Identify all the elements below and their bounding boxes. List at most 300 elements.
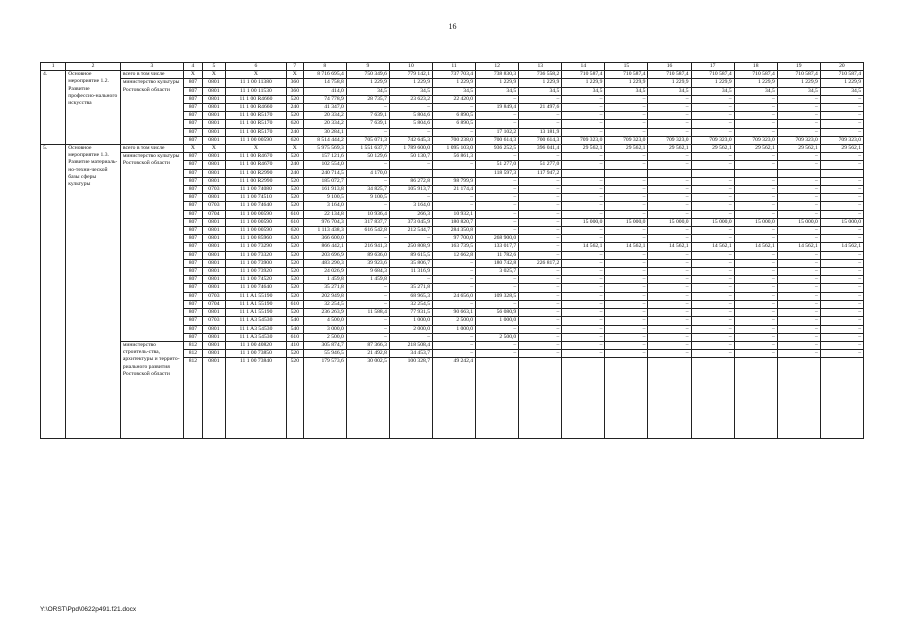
table-cell: – bbox=[691, 112, 734, 120]
table-cell: – bbox=[648, 202, 691, 210]
table-cell: 35 806,7 bbox=[389, 259, 432, 267]
table-row bbox=[41, 79, 864, 87]
table-cell: 266,3 bbox=[389, 210, 432, 218]
table-cell: Х bbox=[202, 145, 225, 153]
table-cell: – bbox=[562, 186, 605, 194]
table-cell: – bbox=[820, 95, 863, 103]
table-cell: 11 1 A3 54530 bbox=[225, 317, 286, 325]
table-cell: 23 623,2 bbox=[389, 95, 432, 103]
table-row bbox=[41, 153, 864, 161]
table-cell bbox=[605, 169, 648, 177]
table-cell: 34,5 bbox=[389, 87, 432, 95]
table-cell: 0801 bbox=[202, 276, 225, 284]
table-cell: 89 615,5 bbox=[389, 251, 432, 259]
table-cell: – bbox=[346, 333, 389, 341]
table-cell: 56 861,3 bbox=[433, 153, 476, 161]
table-cell: – bbox=[691, 186, 734, 194]
table-cell: 1 229,9 bbox=[433, 79, 476, 87]
table-cell: – bbox=[605, 284, 648, 292]
column-number: 8 bbox=[303, 63, 346, 71]
table-cell: 807 bbox=[183, 194, 202, 202]
table-cell: – bbox=[519, 218, 562, 226]
table-cell: Х bbox=[183, 71, 202, 79]
table-cell: 0801 bbox=[202, 112, 225, 120]
table-cell: 0801 bbox=[202, 87, 225, 95]
table-cell: 807 bbox=[183, 186, 202, 194]
table-cell: Х bbox=[286, 145, 303, 153]
table-cell: 11 1 00 00590 bbox=[225, 218, 286, 226]
table-cell: Х bbox=[286, 71, 303, 79]
event-name: Основное мероприятие 1.2. Развитие профессио-нального искусства bbox=[66, 71, 121, 145]
table-cell: – bbox=[734, 317, 777, 325]
table-cell: 709 323,0 bbox=[777, 136, 820, 144]
table-cell: 11 588,4 bbox=[346, 309, 389, 317]
table-cell bbox=[691, 358, 734, 439]
table-cell: – bbox=[777, 300, 820, 308]
table-cell: – bbox=[648, 268, 691, 276]
table-cell: 616 542,8 bbox=[346, 227, 389, 235]
table-cell: – bbox=[777, 112, 820, 120]
table-cell: 0801 bbox=[202, 243, 225, 251]
table-cell: 14 562,1 bbox=[691, 243, 734, 251]
table-cell: – bbox=[691, 309, 734, 317]
table-cell: 807 bbox=[183, 235, 202, 243]
table-cell: – bbox=[691, 194, 734, 202]
table-cell: 779 142,1 bbox=[389, 71, 432, 79]
table-cell: 77 931,5 bbox=[389, 309, 432, 317]
table-cell: – bbox=[433, 194, 476, 202]
table-cell: 520 bbox=[286, 194, 303, 202]
executor-name: министерство строитель-ства, архитектуры и террито-риального развития Ростовской области bbox=[120, 341, 183, 438]
table-cell: 0801 bbox=[202, 309, 225, 317]
table-cell: Х bbox=[225, 71, 286, 79]
table-cell: – bbox=[734, 177, 777, 185]
table-cell: 1 113 438,3 bbox=[303, 227, 346, 235]
column-number: 1 bbox=[41, 63, 66, 71]
table-cell: 736 558,2 bbox=[519, 71, 562, 79]
table-cell: – bbox=[820, 341, 863, 349]
table-cell: – bbox=[605, 333, 648, 341]
table-cell: 97 700,0 bbox=[433, 235, 476, 243]
table-cell: – bbox=[433, 284, 476, 292]
table-cell: – bbox=[648, 95, 691, 103]
table-cell: – bbox=[691, 284, 734, 292]
table-cell: 807 bbox=[183, 243, 202, 251]
table-cell: – bbox=[476, 202, 519, 210]
table-cell: 520 bbox=[286, 268, 303, 276]
table-cell: – bbox=[777, 309, 820, 317]
table-cell: – bbox=[562, 284, 605, 292]
table-cell: – bbox=[820, 128, 863, 136]
table-cell: – bbox=[346, 128, 389, 136]
table-cell: 34,5 bbox=[433, 87, 476, 95]
table-cell: 11 1 00 R4670 bbox=[225, 153, 286, 161]
table-cell: – bbox=[605, 259, 648, 267]
table-cell: – bbox=[562, 112, 605, 120]
table-row bbox=[41, 71, 864, 79]
table-cell: 30 284,1 bbox=[303, 128, 346, 136]
table-cell: – bbox=[476, 186, 519, 194]
table-cell: – bbox=[648, 177, 691, 185]
table-cell: 15 000,0 bbox=[562, 218, 605, 226]
table-cell: 710 587,4 bbox=[820, 71, 863, 79]
table-cell: 161 913,8 bbox=[303, 186, 346, 194]
column-number: 2 bbox=[66, 63, 121, 71]
table-cell: 11 1 A1 55190 bbox=[225, 292, 286, 300]
table-cell: 520 bbox=[286, 186, 303, 194]
table-cell: 203 696,9 bbox=[303, 251, 346, 259]
table-cell: – bbox=[389, 128, 432, 136]
table-cell: – bbox=[820, 325, 863, 333]
table-cell: 0801 bbox=[202, 268, 225, 276]
table-cell: 11 316,9 bbox=[389, 268, 432, 276]
table-cell: 807 bbox=[183, 169, 202, 177]
table-cell: – bbox=[562, 251, 605, 259]
table-cell: 11 1 00 73920 bbox=[225, 268, 286, 276]
table-cell: 0801 bbox=[202, 169, 225, 177]
table-cell: 520 bbox=[286, 112, 303, 120]
table-cell: – bbox=[820, 120, 863, 128]
table-cell: – bbox=[734, 292, 777, 300]
table-cell: – bbox=[820, 309, 863, 317]
table-cell: 9 100,5 bbox=[346, 194, 389, 202]
table-cell: 11 1 00 11530 bbox=[225, 87, 286, 95]
table-cell: – bbox=[519, 120, 562, 128]
table-cell: – bbox=[519, 341, 562, 349]
table-cell: – bbox=[734, 268, 777, 276]
table-cell: – bbox=[734, 284, 777, 292]
table-cell: – bbox=[519, 95, 562, 103]
table-cell: 710 587,4 bbox=[777, 71, 820, 79]
table-cell: 34,5 bbox=[820, 87, 863, 95]
table-cell: 0801 bbox=[202, 358, 225, 439]
table-cell: 109 328,5 bbox=[476, 292, 519, 300]
table-cell: – bbox=[433, 202, 476, 210]
table-cell: 35 271,8 bbox=[389, 284, 432, 292]
table-cell bbox=[777, 169, 820, 177]
table-cell: – bbox=[346, 284, 389, 292]
table-cell: – bbox=[562, 325, 605, 333]
table-cell: – bbox=[734, 259, 777, 267]
table-cell: – bbox=[346, 202, 389, 210]
table-cell: – bbox=[389, 104, 432, 112]
table-cell: 14 562,1 bbox=[648, 243, 691, 251]
table-cell: 807 bbox=[183, 104, 202, 112]
table-cell: 34,5 bbox=[562, 87, 605, 95]
table-cell: 0801 bbox=[202, 153, 225, 161]
table-cell: – bbox=[519, 194, 562, 202]
table-cell: – bbox=[433, 350, 476, 358]
event-name: Основное мероприятие 1.3. Развитие материаль-но-техни-ческой базы сферы культуры bbox=[66, 145, 121, 439]
table-cell: 11 1 00 73320 bbox=[225, 251, 286, 259]
table-cell: – bbox=[346, 104, 389, 112]
table-cell: 0704 bbox=[202, 300, 225, 308]
table-cell: 29 562,1 bbox=[691, 145, 734, 153]
table-cell: 700 614,3 bbox=[476, 136, 519, 144]
table-cell: 807 bbox=[183, 95, 202, 103]
table-cell: – bbox=[820, 300, 863, 308]
table-cell: 22 420,0 bbox=[433, 95, 476, 103]
table-cell: 34,5 bbox=[519, 87, 562, 95]
table-cell: – bbox=[648, 276, 691, 284]
table-cell: 1 229,9 bbox=[476, 79, 519, 87]
table-cell: 11 1 00 R2990 bbox=[225, 169, 286, 177]
table-cell: 807 bbox=[183, 202, 202, 210]
table-cell: 807 bbox=[183, 79, 202, 87]
table-cell bbox=[734, 358, 777, 439]
table-cell: 20 334,2 bbox=[303, 112, 346, 120]
table-cell: – bbox=[562, 292, 605, 300]
column-number: 9 bbox=[346, 63, 389, 71]
table-cell: 742 645,3 bbox=[389, 136, 432, 144]
table-cell: 21 492,8 bbox=[346, 350, 389, 358]
table-cell: 812 bbox=[183, 358, 202, 439]
table-cell: 738 830,3 bbox=[476, 71, 519, 79]
table-cell: 750 349,6 bbox=[346, 71, 389, 79]
table-cell: 0703 bbox=[202, 317, 225, 325]
table-cell: 24 026,9 bbox=[303, 268, 346, 276]
table-cell: – bbox=[777, 202, 820, 210]
table-cell: – bbox=[476, 194, 519, 202]
table-cell: – bbox=[562, 128, 605, 136]
table-cell: – bbox=[346, 292, 389, 300]
table-cell: 807 bbox=[183, 128, 202, 136]
column-number: 6 bbox=[225, 63, 286, 71]
table-cell: 807 bbox=[183, 325, 202, 333]
table-cell: 2 500,0 bbox=[476, 333, 519, 341]
table-cell: 483 290,3 bbox=[303, 259, 346, 267]
table-cell: – bbox=[346, 317, 389, 325]
table-cell: – bbox=[519, 251, 562, 259]
table-cell: – bbox=[777, 104, 820, 112]
table-cell: – bbox=[734, 112, 777, 120]
table-cell: 86 272,8 bbox=[389, 177, 432, 185]
table-cell: 98 799,9 bbox=[433, 177, 476, 185]
table-cell: – bbox=[734, 333, 777, 341]
table-cell: 74 778,9 bbox=[303, 95, 346, 103]
table-cell: – bbox=[605, 120, 648, 128]
table-cell: – bbox=[433, 128, 476, 136]
table-cell: 11 1 00 40820 bbox=[225, 341, 286, 349]
table-cell: 709 323,0 bbox=[605, 136, 648, 144]
column-number: 15 bbox=[605, 63, 648, 71]
table-cell: 12 662,8 bbox=[433, 251, 476, 259]
table-cell: 5 975 569,3 bbox=[303, 145, 346, 153]
table-cell: 710 587,4 bbox=[691, 71, 734, 79]
table-cell: 540 bbox=[286, 325, 303, 333]
table-cell: 216 941,3 bbox=[346, 243, 389, 251]
table-cell: 1 229,9 bbox=[562, 79, 605, 87]
table-cell: 0801 bbox=[202, 136, 225, 144]
table-cell: – bbox=[562, 210, 605, 218]
table-cell: – bbox=[820, 194, 863, 202]
table-cell: – bbox=[562, 350, 605, 358]
table-cell: – bbox=[820, 276, 863, 284]
table-cell: 20 334,2 bbox=[303, 120, 346, 128]
table-cell: – bbox=[389, 194, 432, 202]
table-cell: 2 500,0 bbox=[433, 317, 476, 325]
table-cell: – bbox=[648, 341, 691, 349]
table-cell: 11 1 00 73900 bbox=[225, 259, 286, 267]
table-cell: 19 849,4 bbox=[476, 104, 519, 112]
table-cell: – bbox=[820, 112, 863, 120]
table-cell: 117 947,2 bbox=[519, 169, 562, 177]
table-cell: 520 bbox=[286, 202, 303, 210]
table-cell: 1 095 103,0 bbox=[433, 145, 476, 153]
table-cell: – bbox=[820, 227, 863, 235]
table-cell: – bbox=[476, 120, 519, 128]
table-cell: – bbox=[562, 235, 605, 243]
table-cell: 29 562,1 bbox=[777, 145, 820, 153]
table-cell: 866 442,1 bbox=[303, 243, 346, 251]
table-cell: – bbox=[777, 317, 820, 325]
table-cell: 710 587,4 bbox=[734, 71, 777, 79]
table-cell: – bbox=[691, 227, 734, 235]
table-cell: 89 636,0 bbox=[346, 251, 389, 259]
table-cell: 34,5 bbox=[734, 87, 777, 95]
table-cell: – bbox=[519, 210, 562, 218]
table-cell: – bbox=[734, 104, 777, 112]
table-cell: 34 825,7 bbox=[346, 186, 389, 194]
table-cell: – bbox=[777, 227, 820, 235]
table-cell: – bbox=[605, 300, 648, 308]
table-cell: 0703 bbox=[202, 186, 225, 194]
table-cell: 179 573,6 bbox=[303, 358, 346, 439]
table-cell bbox=[820, 358, 863, 439]
table-cell bbox=[691, 169, 734, 177]
table-cell: – bbox=[648, 325, 691, 333]
table-cell: 212 544,7 bbox=[389, 227, 432, 235]
table-cell: 41 347,0 bbox=[303, 104, 346, 112]
table-cell: – bbox=[562, 120, 605, 128]
table-row bbox=[41, 145, 864, 153]
table-cell: 620 bbox=[286, 120, 303, 128]
table-cell: – bbox=[734, 161, 777, 169]
table-cell: – bbox=[777, 333, 820, 341]
table-cell: – bbox=[433, 161, 476, 169]
table-cell: 1 551 637,7 bbox=[346, 145, 389, 153]
table-cell: – bbox=[820, 317, 863, 325]
total-label: всего в том числе bbox=[120, 145, 183, 153]
table-cell: 807 bbox=[183, 161, 202, 169]
table-cell: – bbox=[777, 161, 820, 169]
table-cell: 21 497,6 bbox=[519, 104, 562, 112]
table-cell: – bbox=[691, 333, 734, 341]
table-cell: 22 134,8 bbox=[303, 210, 346, 218]
table-cell: – bbox=[691, 153, 734, 161]
table-cell: – bbox=[605, 194, 648, 202]
table-cell: 520 bbox=[286, 95, 303, 103]
table-cell: 29 562,1 bbox=[562, 145, 605, 153]
column-numbers-row bbox=[41, 63, 864, 71]
table-cell: 102 554,0 bbox=[303, 161, 346, 169]
table-cell: 11 1 00 R4660 bbox=[225, 95, 286, 103]
table-cell: – bbox=[562, 276, 605, 284]
table-cell: – bbox=[476, 95, 519, 103]
table-cell: 710 587,4 bbox=[605, 71, 648, 79]
executor-name: министерство культуры Ростовской области bbox=[120, 153, 183, 342]
table-cell: – bbox=[648, 235, 691, 243]
table-cell: – bbox=[519, 350, 562, 358]
column-number: 13 bbox=[519, 63, 562, 71]
table-cell: – bbox=[691, 292, 734, 300]
table-cell: 11 1 00 11380 bbox=[225, 79, 286, 87]
table-cell: – bbox=[648, 350, 691, 358]
table-cell: 0801 bbox=[202, 218, 225, 226]
table-cell: 0801 bbox=[202, 259, 225, 267]
table-cell: – bbox=[562, 309, 605, 317]
table-cell: – bbox=[476, 210, 519, 218]
table-cell: 0801 bbox=[202, 194, 225, 202]
table-cell: – bbox=[648, 259, 691, 267]
table-cell: – bbox=[389, 276, 432, 284]
table-cell: – bbox=[476, 112, 519, 120]
table-cell: – bbox=[562, 227, 605, 235]
table-cell: 807 bbox=[183, 284, 202, 292]
table-cell: 180 742,8 bbox=[476, 259, 519, 267]
table-cell: – bbox=[519, 284, 562, 292]
table-cell: 15 000,0 bbox=[777, 218, 820, 226]
table-cell: – bbox=[820, 210, 863, 218]
table-cell: – bbox=[691, 251, 734, 259]
table-cell: – bbox=[820, 161, 863, 169]
table-cell: – bbox=[605, 161, 648, 169]
table-cell: – bbox=[605, 227, 648, 235]
table-cell: – bbox=[691, 104, 734, 112]
table-cell: 14 562,1 bbox=[820, 243, 863, 251]
table-cell: 7 639,1 bbox=[346, 120, 389, 128]
table-cell: 218 508,4 bbox=[389, 341, 432, 349]
table-cell: 812 bbox=[183, 350, 202, 358]
table-cell: 3 000,0 bbox=[303, 325, 346, 333]
table-cell: 6 890,5 bbox=[433, 112, 476, 120]
table-cell: 373 045,9 bbox=[389, 218, 432, 226]
table-cell: – bbox=[433, 268, 476, 276]
table-cell: – bbox=[562, 333, 605, 341]
column-number: 16 bbox=[648, 63, 691, 71]
table-cell: 15 000,0 bbox=[691, 218, 734, 226]
table-cell: – bbox=[519, 227, 562, 235]
table-cell: 620 bbox=[286, 227, 303, 235]
table-cell: – bbox=[562, 194, 605, 202]
column-number: 5 bbox=[202, 63, 225, 71]
table-cell: 5 804,6 bbox=[389, 112, 432, 120]
table-cell: – bbox=[605, 112, 648, 120]
table-cell: – bbox=[691, 128, 734, 136]
table-cell: – bbox=[648, 300, 691, 308]
table-cell: 14 758,8 bbox=[303, 79, 346, 87]
table-cell: 50 129,6 bbox=[346, 153, 389, 161]
table-cell: 520 bbox=[286, 284, 303, 292]
table-cell: – bbox=[433, 300, 476, 308]
table-cell: 11 1 A3 54530 bbox=[225, 325, 286, 333]
table-cell: 1 000,0 bbox=[433, 325, 476, 333]
table-cell: 11 1 A3 54530 bbox=[225, 333, 286, 341]
table-cell: 0801 bbox=[202, 120, 225, 128]
table-cell: 11 1 A1 55190 bbox=[225, 300, 286, 308]
table-cell: – bbox=[476, 227, 519, 235]
table-cell: 34,5 bbox=[605, 87, 648, 95]
table-cell: – bbox=[734, 95, 777, 103]
table-cell: 3 025,7 bbox=[476, 268, 519, 276]
table-cell bbox=[389, 169, 432, 177]
table-cell: – bbox=[648, 284, 691, 292]
table-cell: 0801 bbox=[202, 235, 225, 243]
table-cell: – bbox=[648, 251, 691, 259]
table-cell: 1 229,9 bbox=[648, 79, 691, 87]
table-cell: 56 080,9 bbox=[476, 309, 519, 317]
table-cell: 410 bbox=[286, 341, 303, 349]
